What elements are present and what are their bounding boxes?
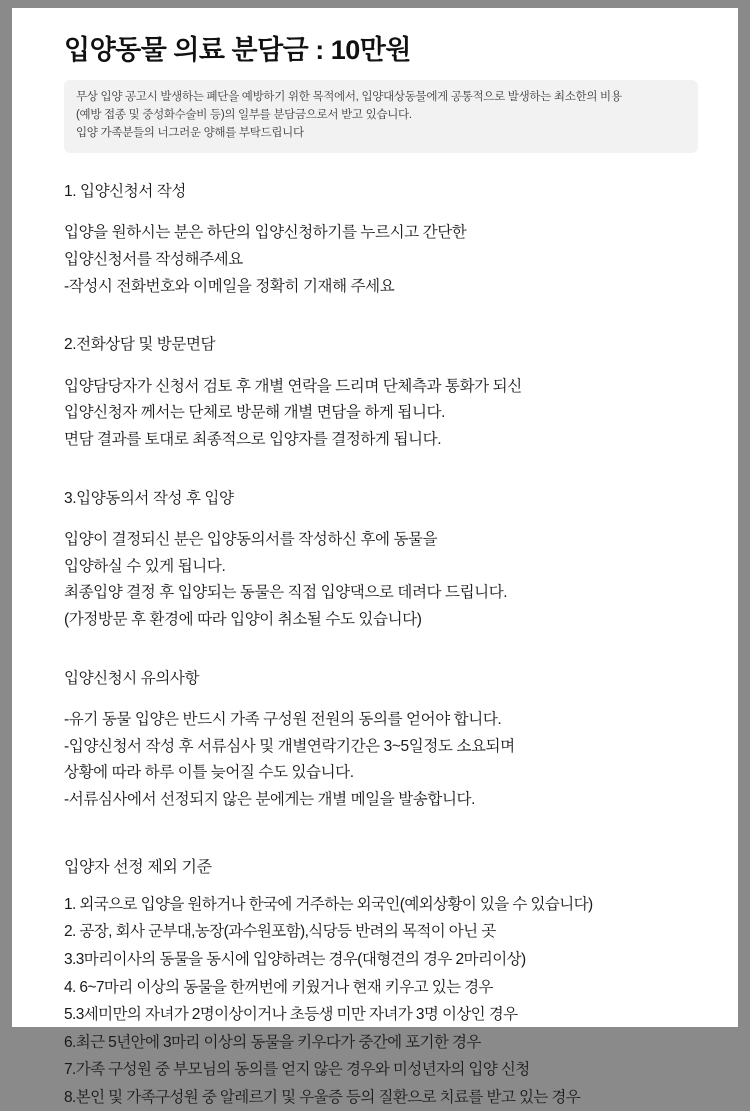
caution-line-3: 상황에 따라 하루 이틀 늦어질 수도 있습니다.	[64, 764, 354, 782]
page-title: 입양동물 의료 분담금 : 10만원	[64, 35, 411, 65]
step-2-line-3: 면담 결과를 토대로 최종적으로 입양자를 결정하게 됩니다.	[64, 430, 442, 448]
caution-line-1: -유기 동물 입양은 반드시 가족 구성원 전원의 동의를 얻어야 합니다.	[64, 711, 502, 729]
step-1-heading: 1. 입양신청서 작성	[64, 182, 186, 200]
notice-line-2: (예방 접종 및 중성화수술비 등)의 일부를 분담금으로서 받고 있습니다.	[76, 109, 412, 122]
cautions-section	[64, 664, 698, 814]
step-1	[64, 177, 698, 300]
cautions-heading: 입양신청시 유의사항	[64, 669, 200, 687]
step-3	[64, 484, 698, 634]
exclusion-item-1: 1. 외국으로 입양을 원하거나 한국에 거주하는 외국인(예외상황이 있을 수 있습니다)	[64, 895, 593, 913]
step-1-line-2: 입양신청서를 작성해주세요	[64, 250, 243, 268]
spacer	[64, 206, 698, 220]
step-2-line-2: 입양신청자 께서는 단체로 방문해 개별 면담을 하게 됩니다.	[64, 404, 446, 422]
step-1-line-3: -작성시 전화번호와 이메일을 정확히 기재해 주세요	[64, 277, 395, 295]
exclusion-item-7: 7.가족 구성원 중 부모님의 동의를 얻지 않은 경우와 미성년자의 입양 신청	[64, 1061, 530, 1079]
spacer	[64, 640, 698, 664]
document-page	[12, 8, 738, 1106]
step-2	[64, 330, 698, 453]
fee-notice-box	[64, 80, 698, 152]
caution-line-4: -서류심사에서 선정되지 않은 분에게는 개별 메일을 발송합니다.	[64, 791, 476, 809]
exclusion-section	[64, 854, 698, 1111]
exclusion-item-2: 2. 공장, 회사 군부대,농장(과수원포함),식당등 반려의 목적이 아닌 곳	[64, 923, 496, 941]
spacer	[64, 306, 698, 330]
exclusion-item-4: 4. 6~7마리 이상의 동물을 한꺼번에 키웠거나 현재 키우고 있는 경우	[64, 978, 493, 996]
spacer	[64, 360, 698, 374]
notice-line-3: 입양 가족분들의 너그러운 양해를 부탁드립니다	[76, 127, 304, 140]
spacer	[64, 513, 698, 527]
exclusion-item-3: 3.3마리이사의 동물을 동시에 입양하려는 경우(대형견의 경우 2마리이상)	[64, 950, 526, 968]
exclusion-heading: 입양자 선정 제외 기준	[64, 858, 212, 876]
exclusion-item-5: 5.3세미만의 자녀가 2명이상이거나 초등생 미만 자녀가 3명 이상인 경우	[64, 1006, 518, 1024]
spacer	[64, 693, 698, 707]
caution-line-2: -입양신청서 작성 후 서류심사 및 개별연락기간은 3~5일정도 소요되며	[64, 737, 515, 755]
notice-line-1: 무상 입양 공고시 발생하는 폐단을 예방하기 위한 목적에서, 입양대상동물에게 공통적으로 발생하는 최소한의 비용	[76, 91, 622, 104]
spacer	[64, 460, 698, 484]
spacer	[64, 820, 698, 854]
step-3-line-1: 입양이 결정되신 분은 입양동의서를 작성하신 후에 동물을	[64, 531, 438, 549]
exclusion-item-8: 8.본인 및 가족구성원 중 알레르기 및 우울증 등의 질환으로 치료를 받고 있는 경우	[64, 1088, 581, 1106]
step-2-line-1: 입양담당자가 신청서 검토 후 개별 연락을 드리며 단체측과 통화가 되신	[64, 377, 522, 395]
step-3-heading: 3.입양동의서 작성 후 입양	[64, 489, 234, 507]
step-3-line-3: 최종입양 결정 후 입양되는 동물은 직접 입양댁으로 데려다 드립니다.	[64, 584, 508, 602]
exclusion-item-6: 6.최근 5년안에 3마리 이상의 동물을 키우다가 중간에 포기한 경우	[64, 1033, 481, 1051]
step-3-line-4: (가정방문 후 환경에 따라 입양이 취소될 수도 있습니다)	[64, 611, 422, 629]
step-3-line-2: 입양하실 수 있게 됩니다.	[64, 557, 226, 575]
step-1-line-1: 입양을 원하시는 분은 하단의 입양신청하기를 누르시고 간단한	[64, 224, 467, 242]
step-2-heading: 2.전화상담 및 방문면담	[64, 336, 216, 354]
